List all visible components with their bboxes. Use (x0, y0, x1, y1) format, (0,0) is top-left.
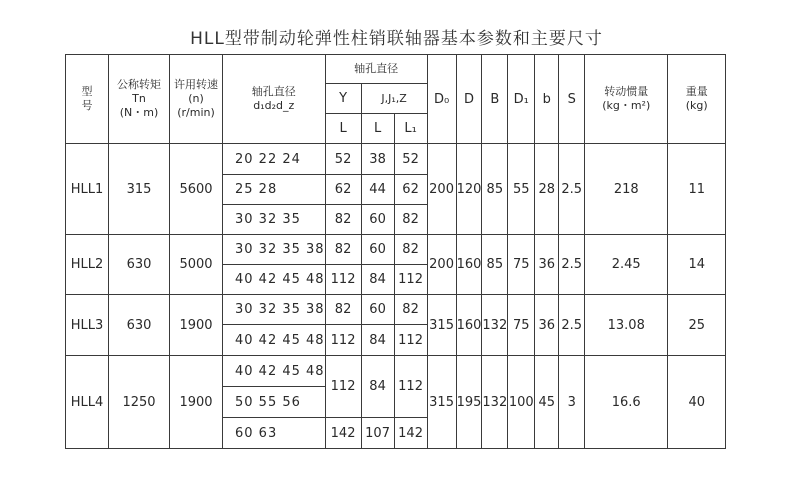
cell-weight: 25 (668, 295, 726, 356)
cell-D: 160 (456, 235, 482, 295)
cell-L1: 82 (394, 205, 427, 235)
cell-L1: 142 (394, 418, 427, 449)
header-L-J: L (361, 114, 394, 144)
cell-L-Y: 112 (325, 325, 361, 356)
cell-D0: 200 (427, 144, 456, 235)
cell-bore: 30 32 35 38 (223, 235, 326, 265)
spec-table (65, 54, 726, 449)
cell-S: 2.5 (559, 144, 585, 235)
cell-b: 36 (535, 235, 559, 295)
cell-D: 160 (456, 295, 482, 356)
cell-L-J: 38 (361, 144, 394, 175)
cell-L-J: 44 (361, 175, 394, 205)
header-torque: 公称转矩 Tn (N・m) (109, 55, 170, 144)
cell-L1: 52 (394, 144, 427, 175)
cell-L1: 112 (394, 356, 427, 418)
cell-L-Y: 112 (325, 356, 361, 418)
header-B: B (482, 55, 508, 144)
cell-B: 85 (482, 235, 508, 295)
cell-torque: 630 (109, 235, 170, 295)
cell-b: 45 (535, 356, 559, 449)
cell-bore: 40 42 45 48 (223, 265, 326, 295)
cell-bore: 40 42 45 48 (223, 356, 326, 387)
cell-weight: 40 (668, 356, 726, 449)
cell-L-Y: 82 (325, 295, 361, 325)
cell-D0: 315 (427, 356, 456, 449)
cell-L-Y: 82 (325, 235, 361, 265)
header-S: S (559, 55, 585, 144)
cell-L1: 112 (394, 325, 427, 356)
header-D: D (456, 55, 482, 144)
cell-weight: 11 (668, 144, 726, 235)
cell-B: 132 (482, 295, 508, 356)
cell-D: 120 (456, 144, 482, 235)
cell-D0: 315 (427, 295, 456, 356)
cell-D: 195 (456, 356, 482, 449)
cell-L1: 62 (394, 175, 427, 205)
cell-D1: 55 (508, 144, 535, 235)
header-D1: D₁ (508, 55, 535, 144)
cell-L-J: 84 (361, 356, 394, 418)
header-speed: 许用转速 (n) (r/min) (170, 55, 223, 144)
cell-speed: 1900 (170, 356, 223, 449)
cell-S: 2.5 (559, 235, 585, 295)
cell-bore: 30 32 35 38 (223, 295, 326, 325)
cell-S: 3 (559, 356, 585, 449)
cell-L1: 112 (394, 265, 427, 295)
cell-L-Y: 82 (325, 205, 361, 235)
cell-L1: 82 (394, 295, 427, 325)
cell-L-J: 84 (361, 265, 394, 295)
cell-L-Y: 142 (325, 418, 361, 449)
cell-bore: 30 32 35 (223, 205, 326, 235)
cell-model: HLL2 (66, 235, 109, 295)
cell-bore: 20 22 24 (223, 144, 326, 175)
cell-b: 28 (535, 144, 559, 235)
cell-D0: 200 (427, 235, 456, 295)
cell-B: 132 (482, 356, 508, 449)
cell-bore: 25 28 (223, 175, 326, 205)
cell-L-Y: 62 (325, 175, 361, 205)
header-weight: 重量 (kg) (668, 55, 726, 144)
page-title: HLL型带制动轮弹性柱销联轴器基本参数和主要尺寸 (190, 29, 603, 49)
header-JJ1Z: J,J₁,Z (361, 84, 427, 114)
cell-B: 85 (482, 144, 508, 235)
cell-D1: 75 (508, 295, 535, 356)
cell-inertia: 2.45 (585, 235, 668, 295)
cell-L-Y: 52 (325, 144, 361, 175)
cell-inertia: 16.6 (585, 356, 668, 449)
header-model: 型 号 (66, 55, 109, 144)
cell-L-J: 60 (361, 205, 394, 235)
cell-weight: 14 (668, 235, 726, 295)
cell-L-J: 84 (361, 325, 394, 356)
header-L1: L₁ (394, 114, 427, 144)
header-L-Y: L (325, 114, 361, 144)
header-Y: Y (325, 84, 361, 114)
cell-torque: 1250 (109, 356, 170, 449)
header-b: b (535, 55, 559, 144)
cell-speed: 5600 (170, 144, 223, 235)
cell-inertia: 13.08 (585, 295, 668, 356)
cell-speed: 1900 (170, 295, 223, 356)
header-inertia: 转动惯量 (kg・m²) (585, 55, 668, 144)
cell-bore: 60 63 (223, 418, 326, 449)
cell-b: 36 (535, 295, 559, 356)
cell-torque: 315 (109, 144, 170, 235)
cell-D1: 100 (508, 356, 535, 449)
cell-S: 2.5 (559, 295, 585, 356)
cell-torque: 630 (109, 295, 170, 356)
header-D0: D₀ (427, 55, 456, 144)
cell-L-J: 107 (361, 418, 394, 449)
header-shaft-length-group: 轴孔直径 (325, 55, 427, 84)
cell-L1: 82 (394, 235, 427, 265)
cell-D1: 75 (508, 235, 535, 295)
cell-inertia: 218 (585, 144, 668, 235)
cell-model: HLL3 (66, 295, 109, 356)
cell-L-J: 60 (361, 235, 394, 265)
cell-bore: 40 42 45 48 (223, 325, 326, 356)
cell-bore: 50 55 56 (223, 387, 326, 418)
header-bore-diameter: 轴孔直径 d₁d₂d_z (223, 55, 326, 144)
cell-L-Y: 112 (325, 265, 361, 295)
cell-L-J: 60 (361, 295, 394, 325)
cell-model: HLL4 (66, 356, 109, 449)
cell-model: HLL1 (66, 144, 109, 235)
cell-speed: 5000 (170, 235, 223, 295)
